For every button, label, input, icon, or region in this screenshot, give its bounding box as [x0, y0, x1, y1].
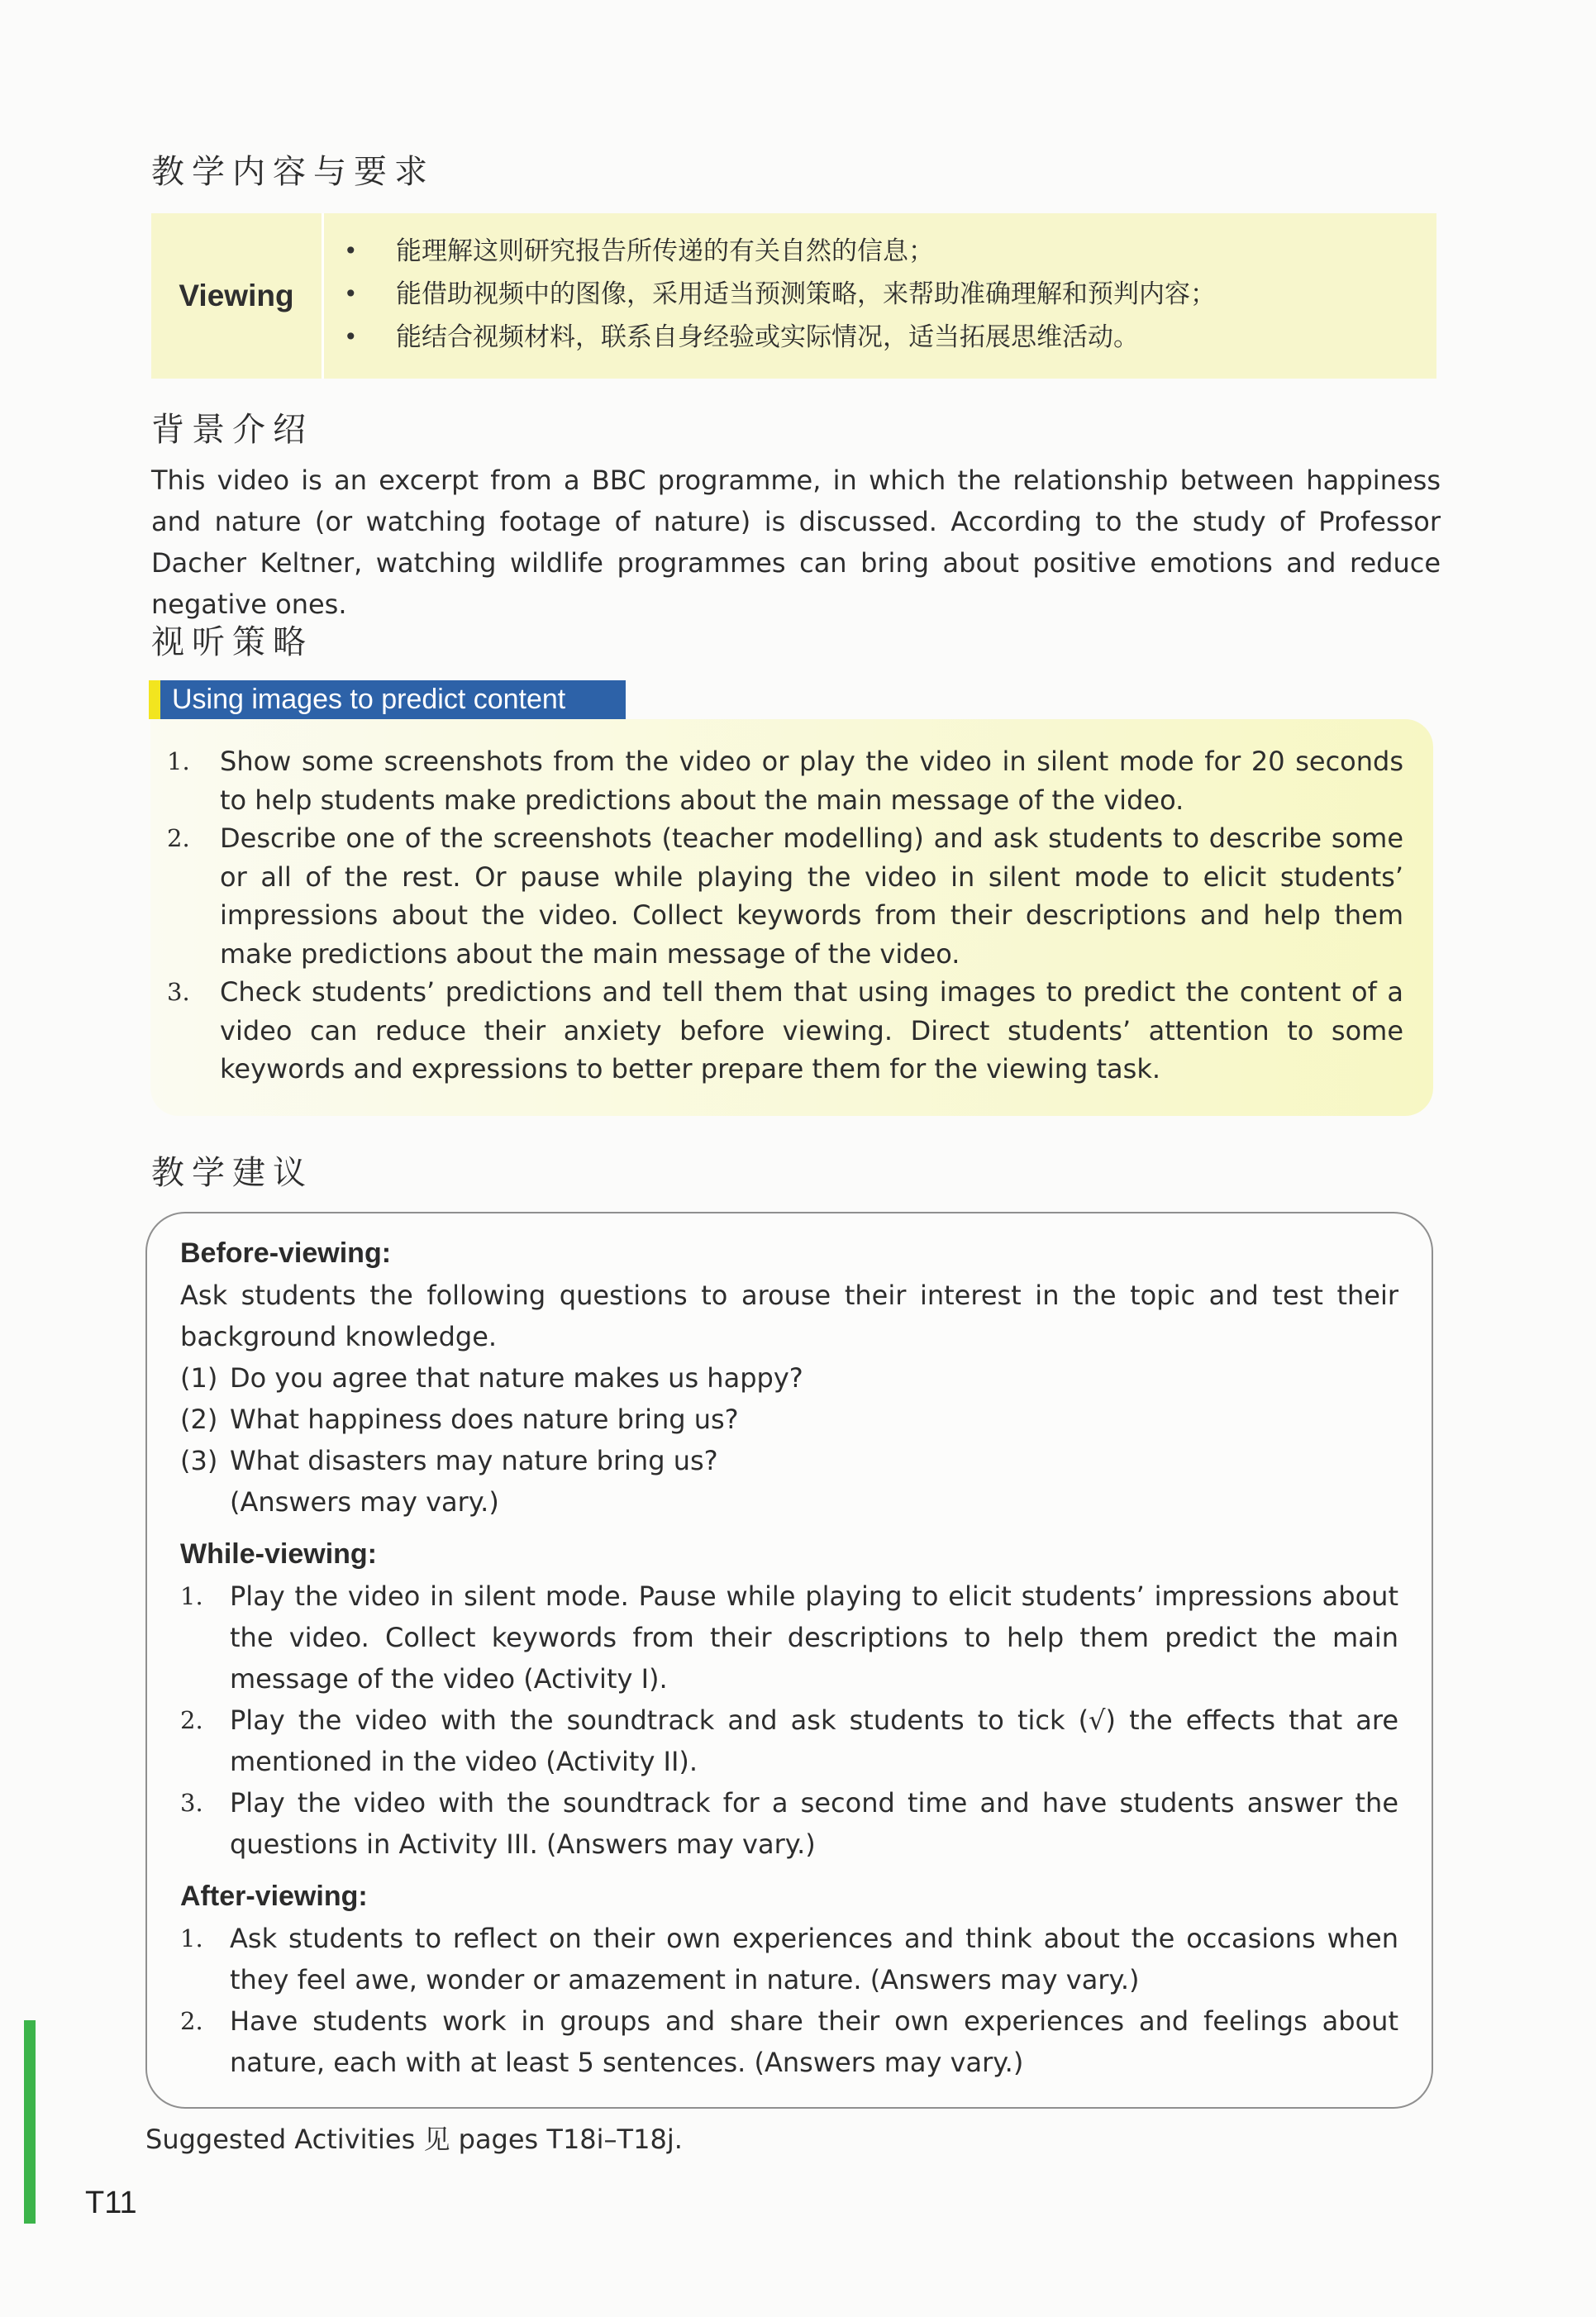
answers-note: (Answers may vary.)	[230, 1486, 499, 1518]
question-item	[180, 1440, 1398, 1481]
item-text: Check students’ predictions and tell them that using images to predict the content of a video can reduce their anxiety before viewing. Direct students’ attention to some keywords and expressions to better prepare them for the viewing task.	[220, 976, 1403, 1085]
item-text: Describe one of the screenshots (teacher modelling) and ask students to describe some or all of the rest. Or pause while playing the video in silent mode to elicit students’ impressions about the video. Collect keywords from their descriptions and help them make predictions about the main message of the video.	[220, 822, 1403, 970]
item-number: 2.	[180, 2007, 203, 2035]
item-text: Have students work in groups and share their own experiences and feelings about nature, each with at least 5 sentences. (Answers may vary.)	[230, 2005, 1398, 2078]
strategy-tab: Using images to predict content	[149, 680, 626, 719]
strategy-list	[167, 742, 1403, 1089]
strategy-item	[167, 973, 1403, 1089]
question-text: Do you agree that nature makes us happy?	[230, 1362, 803, 1394]
while-viewing-list	[180, 1576, 1398, 1865]
while-viewing-item	[180, 1700, 1398, 1782]
after-viewing-item	[180, 1918, 1398, 2000]
suggested-activities-reference: Suggested Activities 见 pages T18i–T18j.	[145, 2124, 683, 2155]
requirement-item: • 能理解这则研究报告所传递的有关自然的信息；	[324, 230, 1436, 273]
item-number: 1.	[167, 747, 190, 775]
suggestions-box	[145, 1212, 1433, 2109]
item-text: Play the video with the soundtrack for a second time and have students answer the questions in Activity III. (Answers may vary.)	[230, 1787, 1398, 1860]
question-text: What disasters may nature bring us?	[230, 1445, 718, 1476]
strategy-item	[167, 819, 1403, 973]
requirements-list	[324, 213, 1436, 379]
after-viewing-item	[180, 2000, 1398, 2083]
item-number: 3.	[180, 1789, 203, 1817]
item-text: Ask students to reflect on their own experiences and think about the occasions when they feel awe, wonder or amazement in nature. (Answers may vary.)	[230, 1923, 1398, 1995]
before-viewing-intro: Ask students the following questions to arouse their interest in the topic and test their background knowledge.	[180, 1280, 1398, 1352]
item-number: 2.	[167, 824, 190, 852]
requirements-table	[151, 213, 1436, 379]
before-viewing-heading: Before-viewing:	[180, 1237, 392, 1269]
question-number: (3)	[180, 1445, 218, 1476]
after-viewing-heading: After-viewing:	[180, 1881, 368, 1912]
item-number: 2.	[180, 1706, 203, 1734]
item-text: Play the video with the soundtrack and ask students to tick (√) the effects that are mentioned in the video (Activity II).	[230, 1704, 1398, 1777]
question-item	[180, 1399, 1398, 1440]
requirements-heading: 教学内容与要求	[151, 153, 435, 191]
while-viewing-heading: While-viewing:	[180, 1538, 377, 1570]
while-viewing-item	[180, 1782, 1398, 1865]
background-paragraph: This video is an excerpt from a BBC programme, in which the relationship between happiness and nature (or watching footage of nature) is discussed. According to the study of Professor Dacher Keltner, watching wildlife programmes can bring about positive emotions and reduce negative ones.	[151, 465, 1441, 620]
requirements-label: Viewing	[151, 213, 324, 379]
question-item	[180, 1357, 1398, 1399]
item-text: Play the video in silent mode. Pause while playing to elicit students’ impressions about the video. Collect keywords from their descriptions to help them predict the main message of the video (Activity I).	[230, 1580, 1398, 1695]
side-accent-bar	[24, 2020, 36, 2224]
item-number: 1.	[180, 1924, 203, 1952]
question-number: (1)	[180, 1362, 218, 1394]
strategy-heading: 视听策略	[151, 623, 313, 661]
after-viewing-list	[180, 1918, 1398, 2083]
question-number: (2)	[180, 1404, 218, 1435]
background-heading: 背景介绍	[151, 411, 313, 449]
question-text: What happiness does nature bring us?	[230, 1404, 739, 1435]
requirement-item: • 能结合视频材料，联系自身经验或实际情况，适当拓展思维活动。	[324, 316, 1436, 359]
item-number: 3.	[167, 978, 190, 1006]
while-viewing-item	[180, 1576, 1398, 1700]
item-number: 1.	[180, 1582, 203, 1610]
requirement-item: • 能借助视频中的图像，采用适当预测策略，来帮助准确理解和预判内容；	[324, 273, 1436, 316]
before-viewing-questions	[180, 1357, 1398, 1481]
suggestions-heading: 教学建议	[151, 1154, 313, 1192]
item-text: Show some screenshots from the video or play the video in silent mode for 20 seconds to help students make predictions about the main message of the video.	[220, 746, 1403, 816]
strategy-item	[167, 742, 1403, 819]
page-number: T11	[85, 2186, 137, 2220]
strategy-box	[150, 719, 1433, 1116]
